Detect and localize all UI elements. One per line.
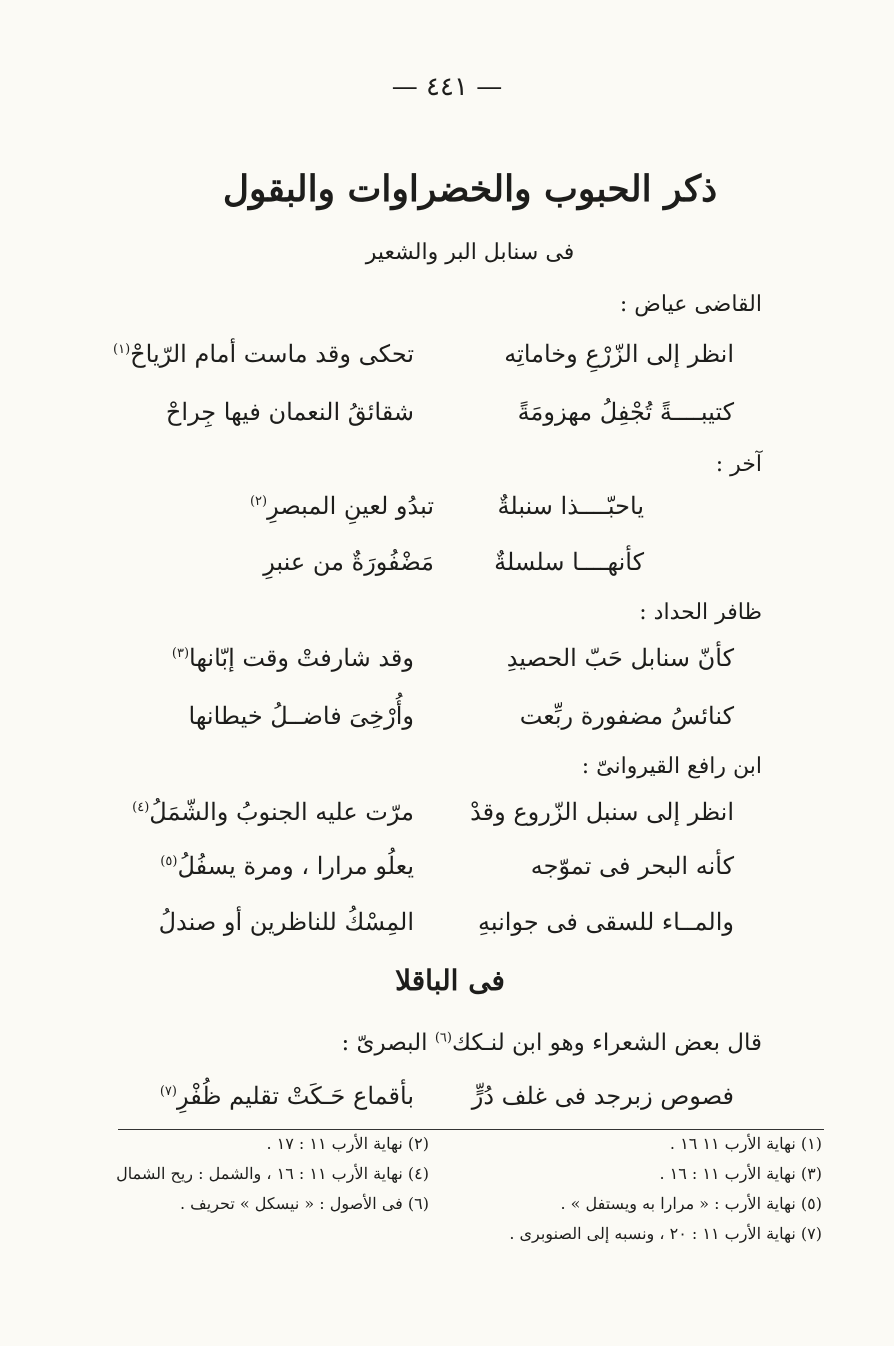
verse-second-hemistich: مرّت عليه الجنوبُ والشّمَلُ$^{(٤)}$ [132,798,414,826]
verse-first-hemistich: انظر إلى سنبل الزّروع وقدْ [470,798,734,826]
verse-second-hemistich: وقد شارفتْ وقت إبّانها$^{(٣)}$ [171,644,414,672]
footnote: (٣) نهاية الأرب ١١ : ١٦ . [659,1164,822,1183]
footnote: (٦) فى الأصول : « نيسكل » تحريف . [180,1194,429,1213]
footnote-marker: (٣) [171,646,190,661]
verse-second-hemistich: وأُرْخِىَ فاضــلُ خيطانها [188,702,414,730]
speaker-label: القاضى عياض : [619,292,762,317]
verse-second-hemistich: يعلُو مرارا ، ومرة يسفُلُ$^{(٥)}$ [160,852,414,880]
footnote: (٥) نهاية الأرب : « مرارا به ويستفل » . [560,1194,822,1213]
chapter-title: ذكر الحبوب والخضراوات والبقول [222,168,718,210]
speaker-label: ابن رافع القيروانىّ : [581,754,762,779]
verse-first-hemistich: انظر إلى الزّرْعِ وخاماتِه [504,340,734,368]
verse-first-hemistich: كأنه البحر فى تموّجه [530,852,734,880]
page-number: — ٤٤١ — [391,72,503,102]
verse-first-hemistich: ياحبّــــذا سنبلةٌ [497,492,644,520]
verse-first-hemistich: كأنهــــا سلسلةٌ [494,548,644,576]
footnote-marker: (٦) [434,1030,452,1046]
verse-first-hemistich: كأنّ سنابل حَبّ الحصيدِ [506,644,734,672]
verse-second-hemistich: تحكى وقد ماست أمام الرّياحْ$^{(١)}$ [113,340,414,368]
footnote-rule [118,1129,824,1130]
verse-second-hemistich: شقائقُ النعمان فيها جِراحْ [165,398,414,426]
footnote: (٧) نهاية الأرب ١١ : ٢٠ ، ونسبه إلى الصنوبرى . [509,1224,822,1243]
footnote-marker: (٥) [160,854,178,869]
verse-second-hemistich: مَضْفُورَةٌ من عنبرِ [263,548,434,576]
verse-first-hemistich: والمــاء للسقى فى جوانبهِ [478,908,734,936]
speaker-label: ظافر الحداد : [639,600,762,625]
footnote: (٢) نهاية الأرب ١١ : ١٧ . [266,1134,429,1153]
section-heading: فى الباقلا [395,964,505,997]
speaker-label: آخر : [715,452,762,477]
footnote-marker: (٤) [132,800,150,815]
footnote: (٤) نهاية الأرب ١١ : ١٦ ، والشمل : ريح الشمال [116,1164,429,1183]
verse-first-hemistich: فصوص زبرجد فى غلف دُرٍّ [471,1082,734,1110]
verse-first-hemistich: كنائسُ مضفورة ربِّعت [519,702,734,730]
footnote: (١) نهاية الأرب ١١ ١٦ . [669,1134,822,1153]
verse-second-hemistich: تبدُو لعينِ المبصرِ$^{(٢)}$ [249,492,434,520]
verse-second-hemistich: المِسْكُ للناظرين أو صندلُ [158,908,414,936]
footnote-marker: (٧) [159,1084,177,1099]
intro-line: قال بعض الشعراء وهو ابن لنـكك$^{(٦)}$ البصرىّ : [341,1030,762,1056]
verse-first-hemistich: كتيبــــةً تُجْفِلُ مهزومَةً [517,398,734,426]
footnote-marker: (١) [113,342,131,357]
footnote-marker: (٢) [249,494,268,509]
chapter-subtitle: فى سنابل البر والشعير [365,240,575,265]
verse-second-hemistich: بأقماع حَـكَتْ تقليم ظُفْرِ$^{(٧)}$ [159,1082,414,1110]
